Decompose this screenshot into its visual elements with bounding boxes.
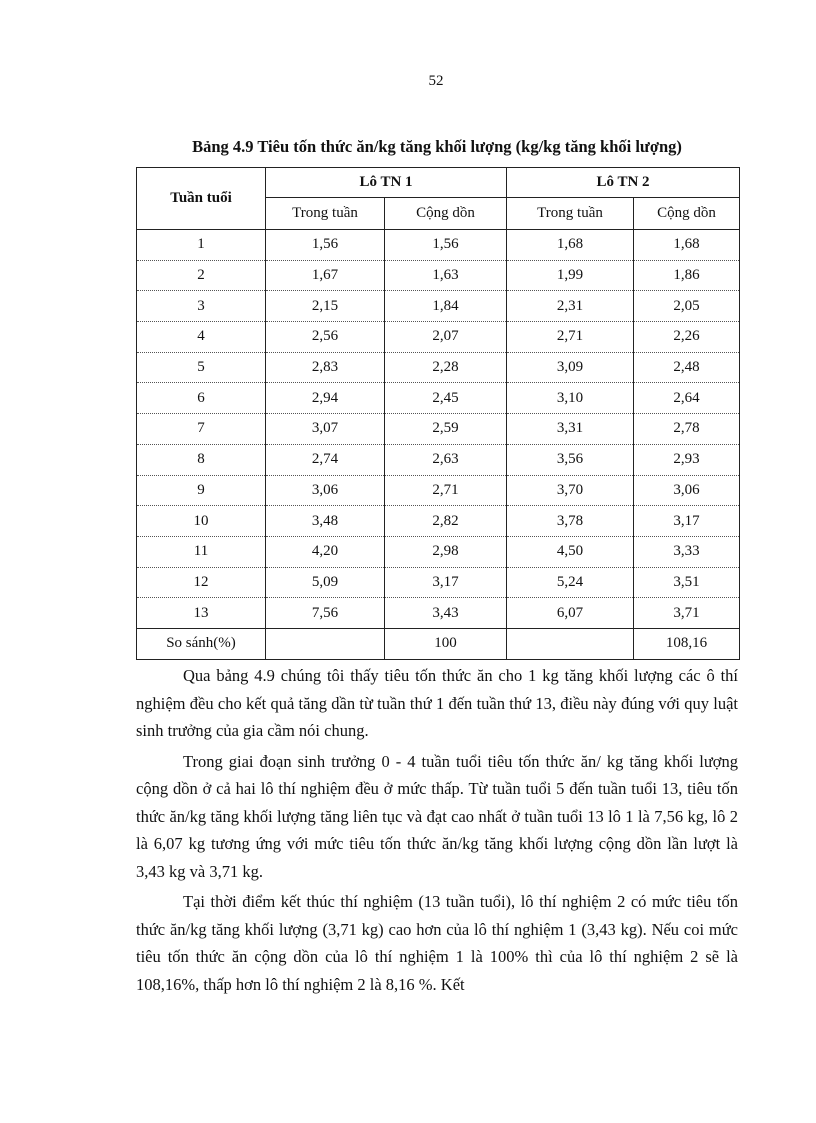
value-cell: 3,06: [634, 475, 740, 506]
value-cell: 1,86: [634, 260, 740, 291]
week-cell: 1: [137, 230, 266, 261]
table-row: [137, 230, 740, 261]
subheader-tn1-weekly: Trong tuần: [266, 198, 385, 230]
value-cell: 2,71: [385, 475, 507, 506]
table-row: [137, 260, 740, 291]
table-row: [137, 414, 740, 445]
value-cell: 1,68: [507, 230, 634, 261]
value-cell: 6,07: [507, 598, 634, 629]
table-row: [137, 536, 740, 567]
paragraph: Trong giai đoạn sinh trưởng 0 - 4 tuần tuổi tiêu tốn thức ăn/ kg tăng khối lượng cộng dồn ở cả hai lô thí nghiệm đều ở mức thấp. Từ tuần tuổi 5 đến tuần tuổi 13, tiêu tốn thức ăn/kg tăng khối lượng tăng liên tục và đạt cao nhất ở tuần tuổi 13 lô 1 là 7,56 kg, lô 2 là 6,07 kg tương ứng với mức tiêu tốn thức ăn/kg tăng khối lượng cộng dồn lần lượt là 3,43 kg và 3,71 kg.: [136, 751, 738, 881]
table-row: [137, 383, 740, 414]
week-cell: 5: [137, 352, 266, 383]
value-cell: 2,64: [634, 383, 740, 414]
body-text: [136, 662, 738, 1001]
value-cell: 2,15: [266, 291, 385, 322]
value-cell: 5,09: [266, 567, 385, 598]
value-cell: 1,67: [266, 260, 385, 291]
value-cell: 4,20: [266, 536, 385, 567]
value-cell: 5,24: [507, 567, 634, 598]
week-cell: 10: [137, 506, 266, 537]
value-cell: 2,71: [507, 322, 634, 353]
subheader-tn2-cumulative: Cộng dồn: [634, 198, 740, 230]
value-cell: 2,74: [266, 444, 385, 475]
week-cell: 2: [137, 260, 266, 291]
table-row: [137, 352, 740, 383]
table-row: [137, 322, 740, 353]
value-cell: 2,63: [385, 444, 507, 475]
comparison-cell: [266, 628, 385, 659]
value-cell: 1,63: [385, 260, 507, 291]
value-cell: 3,51: [634, 567, 740, 598]
header-week-age: Tuần tuổi: [137, 168, 266, 230]
value-cell: 1,56: [385, 230, 507, 261]
page-number: 52: [428, 73, 444, 89]
value-cell: 3,10: [507, 383, 634, 414]
value-cell: 2,94: [266, 383, 385, 414]
comparison-label: So sánh(%): [137, 628, 266, 659]
value-cell: 2,98: [385, 536, 507, 567]
table-row: [137, 598, 740, 629]
value-cell: 2,28: [385, 352, 507, 383]
value-cell: 3,31: [507, 414, 634, 445]
header-group-tn1: Lô TN 1: [266, 168, 507, 198]
value-cell: 2,82: [385, 506, 507, 537]
table-body: [137, 230, 740, 660]
value-cell: 3,07: [266, 414, 385, 445]
value-cell: 2,26: [634, 322, 740, 353]
paragraph: Tại thời điểm kết thúc thí nghiệm (13 tuần tuổi), lô thí nghiệm 2 có mức tiêu tốn thức ăn/kg tăng khối lượng (3,71 kg) cao hơn của lô thí nghiệm 1 (3,43 kg). Nếu coi mức tiêu tốn thức ăn cộng dồn của lô thí nghiệm 1 là 100% thì của lô thí nghiệm 2 sẽ là 108,16%, thấp hơn lô thí nghiệm 2 là 8,16 %. Kết: [136, 892, 738, 994]
value-cell: 3,17: [385, 567, 507, 598]
table-row: [137, 475, 740, 506]
week-cell: 6: [137, 383, 266, 414]
comparison-row: [137, 628, 740, 659]
week-cell: 9: [137, 475, 266, 506]
week-cell: 12: [137, 567, 266, 598]
table-row: [137, 291, 740, 322]
value-cell: 1,99: [507, 260, 634, 291]
comparison-cell: [507, 628, 634, 659]
value-cell: 2,07: [385, 322, 507, 353]
value-cell: 1,56: [266, 230, 385, 261]
value-cell: 3,78: [507, 506, 634, 537]
value-cell: 3,71: [634, 598, 740, 629]
table-row: [137, 444, 740, 475]
value-cell: 3,48: [266, 506, 385, 537]
value-cell: 2,93: [634, 444, 740, 475]
header-group-tn2: Lô TN 2: [507, 168, 740, 198]
week-cell: 11: [137, 536, 266, 567]
week-cell: 13: [137, 598, 266, 629]
comparison-cell: 108,16: [634, 628, 740, 659]
value-cell: 2,05: [634, 291, 740, 322]
value-cell: 2,78: [634, 414, 740, 445]
value-cell: 2,56: [266, 322, 385, 353]
value-cell: 2,48: [634, 352, 740, 383]
value-cell: 3,43: [385, 598, 507, 629]
value-cell: 2,45: [385, 383, 507, 414]
value-cell: 3,56: [507, 444, 634, 475]
table-caption: Bảng 4.9 Tiêu tốn thức ăn/kg tăng khối lượng (kg/kg tăng khối lượng): [192, 137, 682, 156]
value-cell: 3,33: [634, 536, 740, 567]
feed-conversion-table: [136, 167, 740, 660]
week-cell: 4: [137, 322, 266, 353]
week-cell: 3: [137, 291, 266, 322]
value-cell: 1,84: [385, 291, 507, 322]
value-cell: 7,56: [266, 598, 385, 629]
value-cell: 3,06: [266, 475, 385, 506]
value-cell: 3,17: [634, 506, 740, 537]
paragraph: Qua bảng 4.9 chúng tôi thấy tiêu tốn thức ăn cho 1 kg tăng khối lượng các ô thí nghiệm đều cho kết quả tăng dần từ tuần thứ 1 đến tuần thứ 13, điều này đúng với quy luật sinh trưởng của gia cầm nói chung.: [136, 666, 738, 740]
value-cell: 4,50: [507, 536, 634, 567]
table-row: [137, 567, 740, 598]
value-cell: 2,83: [266, 352, 385, 383]
comparison-cell: 100: [385, 628, 507, 659]
subheader-tn2-weekly: Trong tuần: [507, 198, 634, 230]
subheader-tn1-cumulative: Cộng dồn: [385, 198, 507, 230]
value-cell: 3,09: [507, 352, 634, 383]
value-cell: 2,31: [507, 291, 634, 322]
value-cell: 1,68: [634, 230, 740, 261]
value-cell: 3,70: [507, 475, 634, 506]
table-row: [137, 506, 740, 537]
week-cell: 8: [137, 444, 266, 475]
week-cell: 7: [137, 414, 266, 445]
value-cell: 2,59: [385, 414, 507, 445]
